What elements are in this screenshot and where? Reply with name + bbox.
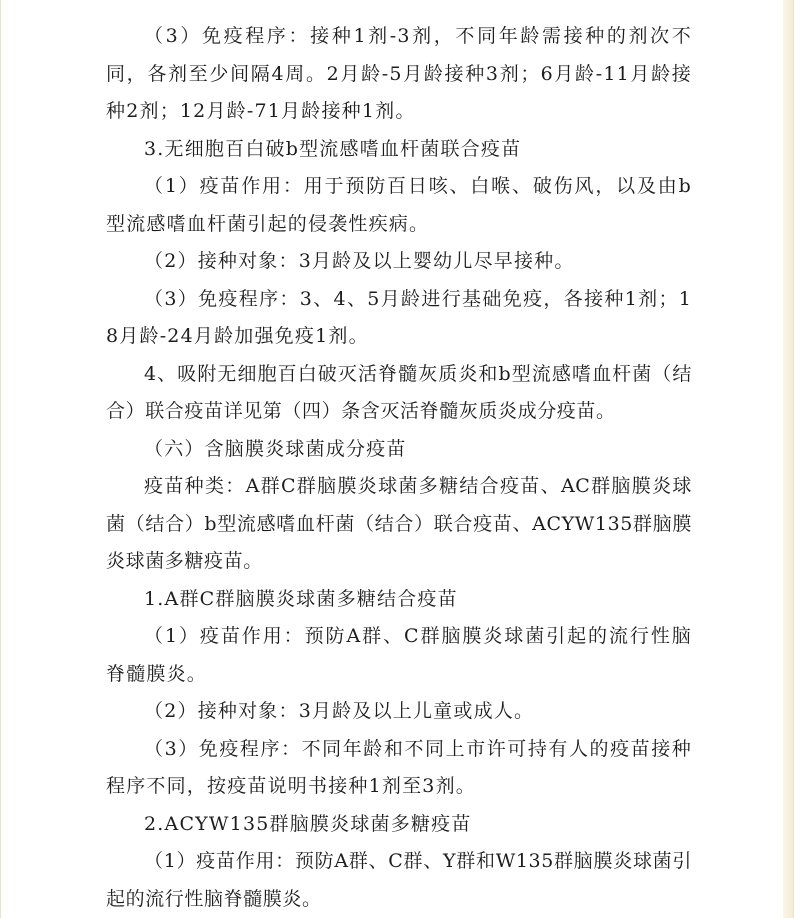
heading-acyw135-vaccine: 2.ACYW135群脑膜炎球菌多糖疫苗 (144, 812, 472, 835)
section-heading-meningococcal: （六）含脑膜炎球菌成分疫苗 (144, 437, 407, 460)
paragraph-vaccine-function-dtap-hib: （1）疫苗作用：用于预防百日咳、白喉、破伤风，以及由b型流感嗜血杆菌引起的侵袭性疾病。 (106, 175, 692, 235)
paragraph-target-group-ac: （2）接种对象：3月龄及以上儿童或成人。 (144, 700, 535, 722)
paragraph-immunization-schedule-ac: （3）免疫程序：不同年龄和不同上市许可持有人的疫苗接种程序不同，按疫苗说明书接种1剂至3剂。 (106, 737, 692, 797)
heading-dtap-hib-vaccine: 3.无细胞百白破b型流感嗜血杆菌联合疫苗 (144, 137, 522, 160)
paragraph-target-group-dtap-hib: （2）接种对象：3月龄及以上婴幼儿尽早接种。 (144, 250, 575, 272)
paragraph-immunization-schedule-hib: （3）免疫程序：接种1剂-3剂，不同年龄需接种的剂次不同，各剂至少间隔4周。2月龄-5月龄接种3剂；6月龄-11月龄接种2剂；12月龄-71月龄接种1剂。 (106, 25, 692, 122)
heading-mpsv-ac-conjugate: 1.A群C群脑膜炎球菌多糖结合疫苗 (144, 587, 458, 610)
paragraph-dtap-ipv-hib-reference: 4、吸附无细胞百白破灭活脊髓灰质炎和b型流感嗜血杆菌（结合）联合疫苗详见第（四）条含灭活脊髓灰质炎成分疫苗。 (106, 362, 692, 422)
document-body (106, 18, 692, 918)
paragraph-vaccine-function-acyw135: （1）疫苗作用：预防A群、C群、Y群和W135群脑膜炎球菌引起的流行性脑脊髓膜炎。 (106, 850, 692, 910)
paragraph-vaccine-function-ac: （1）疫苗作用：预防A群、C群脑膜炎球菌引起的流行性脑脊髓膜炎。 (106, 625, 692, 685)
paragraph-immunization-schedule-dtap-hib: （3）免疫程序：3、4、5月龄进行基础免疫，各接种1剂；18月龄-24月龄加强免疫1剂。 (106, 287, 692, 347)
paragraph-vaccine-types: 疫苗种类：A群C群脑膜炎球菌多糖结合疫苗、AC群脑膜炎球菌（结合）b型流感嗜血杆菌（结合）联合疫苗、ACYW135群脑膜炎球菌多糖疫苗。 (106, 475, 692, 572)
